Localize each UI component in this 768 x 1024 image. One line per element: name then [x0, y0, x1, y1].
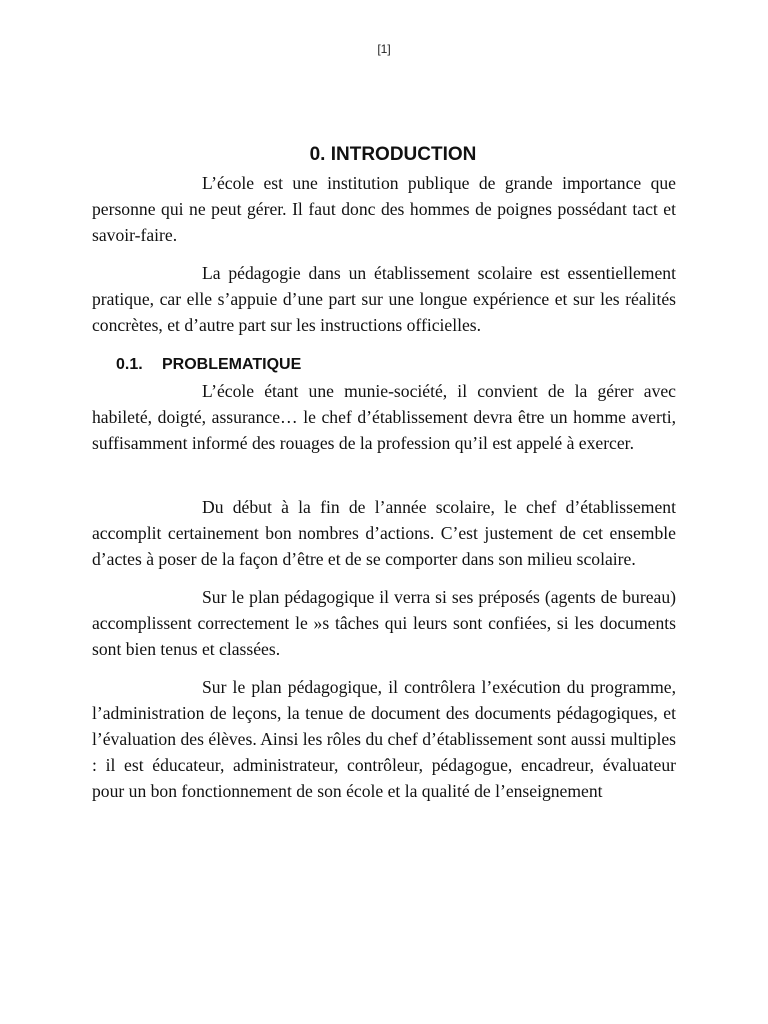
- intro-paragraph-2: La pédagogie dans un établissement scolaire est essentiellement pratique, car elle s’appuie d’une part sur une longue expérience et sur les réalités concrètes, et d’autre part sur les instructions officielles.: [92, 263, 676, 335]
- section-paragraph-4: Sur le plan pédagogique, il contrôlera l’exécution du programme, l’administration de leçons, la tenue de document des documents pédagogiques, et l’évaluation des élèves. Ainsi les rôles du chef d’établissement sont aussi multiples : il est éducateur, administrateur, contrôleur, pédagogue, encadreur, évaluateur pour un bon fonctionnement de son école et la qualité de l’enseignement: [92, 677, 676, 801]
- section-paragraph-2: Du début à la fin de l’année scolaire, le chef d’établissement accomplit certainement bon nombres d’actions. C’est justement de cet ensemble d’actes à poser de la façon d’être et de se comporter dans son milieu scolaire.: [92, 497, 676, 569]
- section-paragraph-1: L’école étant une munie-société, il convient de la gérer avec habileté, doigté, assurance… le chef d’établissement devra être un homme averti, suffisamment informé des rouages de la profession qu’il est appelé à exercer.: [92, 381, 676, 453]
- section-title: PROBLEMATIQUE: [162, 356, 302, 373]
- document-body: [92, 140, 676, 804]
- section-heading: [92, 352, 676, 378]
- section-paragraph-3: Sur le plan pédagogique il verra si ses préposés (agents de bureau) accomplissent correctement le »s tâches qui leurs sont confiées, si les documents sont bien tenus et classées.: [92, 587, 676, 659]
- page-number: [1]: [377, 42, 391, 56]
- section-number: 0.1.: [116, 356, 143, 373]
- intro-paragraph-1: L’école est une institution publique de grande importance que personne qui ne peut gérer. Il faut donc des hommes de poignes possédant tact et savoir-faire.: [92, 173, 676, 245]
- page-title: 0. INTRODUCTION: [309, 144, 477, 165]
